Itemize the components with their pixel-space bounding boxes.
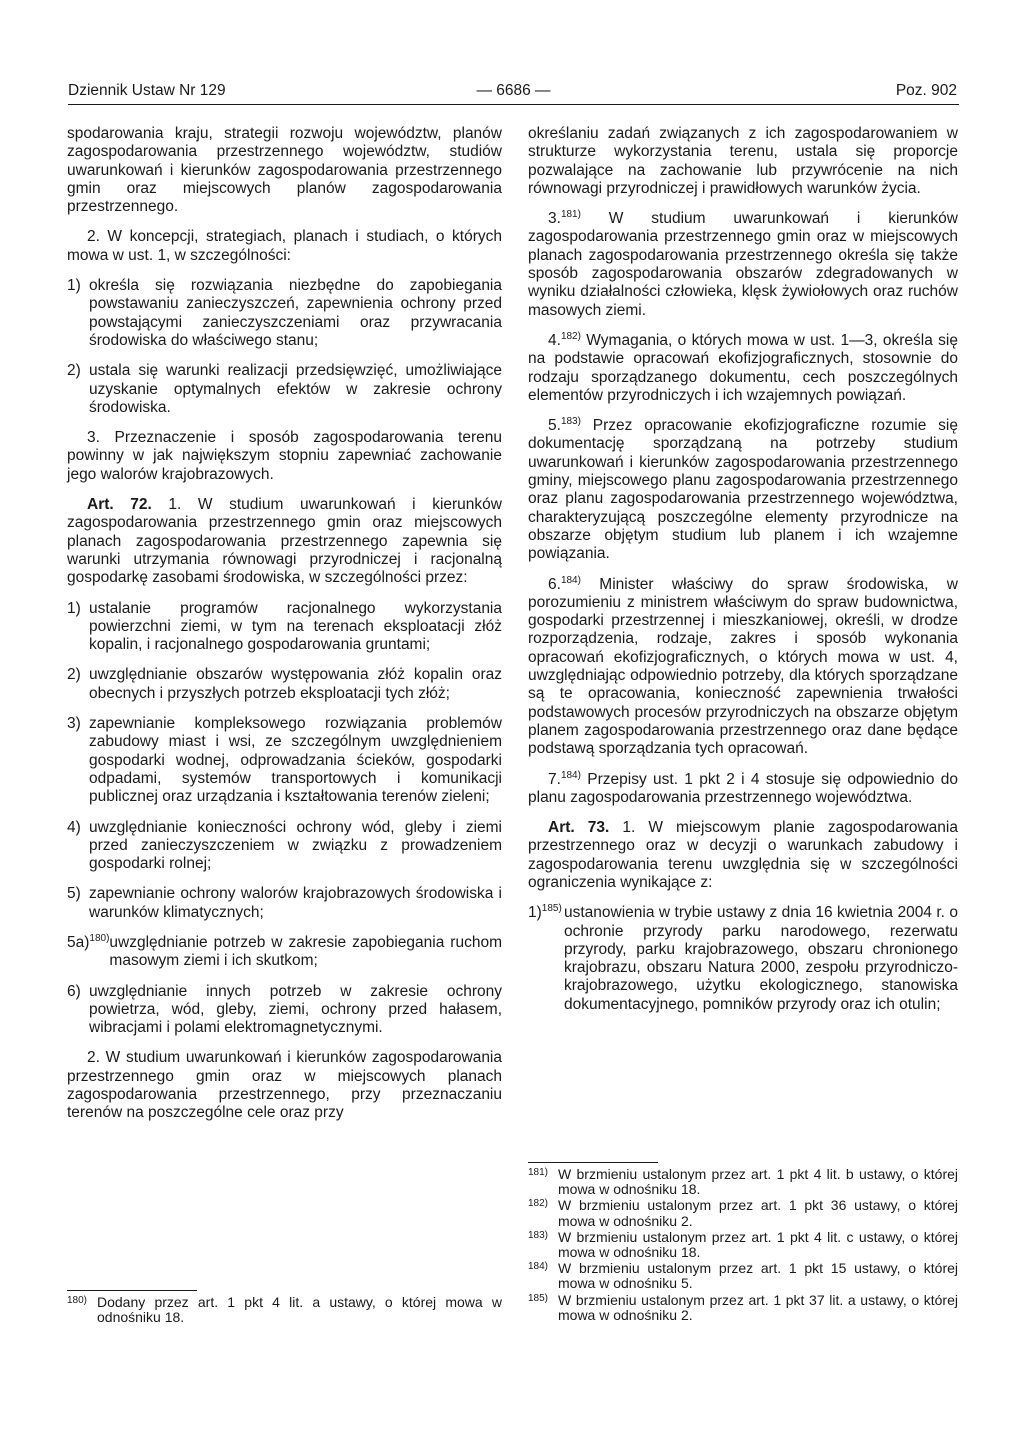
list-number-text: 5a) <box>67 933 90 951</box>
footnote-ref: 183) <box>560 416 581 428</box>
footnote-mark: 185) <box>528 1292 549 1304</box>
footnote-mark: 180) <box>67 1295 88 1306</box>
paragraph: 2. W studium uwarunkowań i kierunków zagospodarowania przestrzennego gmin oraz w miejscowych planach zagospodarowania przestrzennego, przy przeznaczaniu terenów na poszczególne cele oraz przy <box>67 1049 502 1122</box>
footnote-divider <box>67 1290 197 1291</box>
footnote <box>528 1293 958 1323</box>
list-text: określa się rozwiązania niezbędne do zapobiegania powstawaniu zanieczyszczeń, zapewnienia ochrony przed powstającymi zanieczyszczeniami oraz przywracania środowiska do właściwego stanu; <box>89 277 502 349</box>
list-item <box>67 277 502 350</box>
list-item <box>67 885 502 922</box>
footnote-ref: 184) <box>560 574 581 586</box>
footnote <box>528 1261 958 1291</box>
list-text: uwzględnianie obszarów występowania złóż kopalin oraz obecnych i przyszłych potrzeb eksploatacji tych złóż; <box>89 666 502 702</box>
paragraph-text: Minister właściwy do spraw środowiska, w porozumieniu z ministrem właściwym do spraw budownictwa, gospodarki przestrzennej i mieszkaniowej, określi, w drodze rozporządzenia, rodzaje, zakres i sposób wykonania opracowań ekofizjograficznych, o których mowa w ust. 4, uwzględniając odpowiednio potrzeby, dla których sporządzane są te opracowania, konieczność zapewnienia trwałości podstawowych procesów przyrodniczych na obszarze objętym planem zagospodarowania przestrzennego oraz dane będące podstawą sporządzania tych opracowań. <box>528 575 958 758</box>
right-column <box>528 125 958 1026</box>
footnote-text: W brzmieniu ustalonym przez art. 1 pkt 4 lit. b ustawy, o której mowa w odnośniku 18. <box>558 1166 958 1198</box>
footnote-mark: 184) <box>528 1261 549 1273</box>
article-label: Art. 73. <box>548 819 610 837</box>
page-header <box>68 78 959 105</box>
list-item <box>67 362 502 417</box>
list-text: uwzględnianie innych potrzeb w zakresie ochrony powietrza, wód, gleby, ziemi, ochrony przed hałasem, wibracjami i polami elektromagnetycznymi. <box>89 982 502 1037</box>
paragraph-text: Przez opracowanie ekofizjograficzne rozumie się dokumentację sporządzaną na potrzeby studium uwarunkowań i kierunków zagospodarowania przestrzennego gminy, miejscowego planu zagospodarowania przestrzennego oraz planu zagospodarowania przestrzennego województwa, charakteryzującą poszczególne elementy przyrodnicze na obszarze objętym studium lub planem i ich wzajemne powiązania. <box>528 417 958 563</box>
footnote-ref: 182) <box>560 330 581 342</box>
paragraph-text: Przepisy ust. 1 pkt 2 i 4 stosuje się odpowiednio do planu zagospodarowania przestrzennego województwa. <box>528 770 958 806</box>
paragraph <box>528 210 958 320</box>
list-item <box>528 904 958 1014</box>
list-text: uwzględnianie potrzeb w zakresie zapobiegania ruchom masowym ziemi i ich skutkom; <box>109 933 502 970</box>
article-text: 1. W studium uwarunkowań i kierunków zagospodarowania przestrzennego gmin oraz miejscowych planach zagospodarowania przestrzennego zapewnia się warunki utrzymania równowagi przyrodniczej i racjonalną gospodarkę zasobami środowiska, w szczególności przez: <box>67 496 502 587</box>
footnote-ref: 180) <box>89 932 110 944</box>
footnote <box>528 1198 958 1228</box>
footnote-text: W brzmieniu ustalonym przez art. 1 pkt 15 ustawy, o której mowa w odnośniku 5. <box>558 1260 958 1292</box>
footnote-divider <box>528 1162 658 1163</box>
paragraph <box>528 332 958 405</box>
list-number: 5) <box>67 885 81 903</box>
list-item <box>67 934 502 971</box>
article-72 <box>67 496 502 587</box>
paragraph: spodarowania kraju, strategii rozwoju województw, planów zagospodarowania przestrzennego województw, studiów uwarunkowań i kierunków zagospodarowania przestrzennego gmin oraz miejscowych planów zagospodarowania przestrzennego. <box>67 125 502 216</box>
list-item <box>67 666 502 703</box>
list-number-text: 1) <box>528 904 542 922</box>
footnote-text: W brzmieniu ustalonym przez art. 1 pkt 36 ustawy, o której mowa w odnośniku 2. <box>558 1197 958 1229</box>
footnote-mark: 181) <box>528 1167 549 1178</box>
footnote-mark: 182) <box>528 1198 549 1210</box>
article-73 <box>528 819 958 892</box>
left-column <box>67 125 502 1135</box>
list-number: 4) <box>67 818 81 836</box>
footnote-ref: 184) <box>560 769 581 781</box>
footnotes-left <box>67 1290 502 1326</box>
list-number: 3) <box>67 715 81 733</box>
article-label: Art. 72. <box>87 496 152 514</box>
paragraph <box>528 771 958 808</box>
list-text: ustanowienia w trybie ustawy z dnia 16 kwietnia 2004 r. o ochronie przyrody parku narodowego, rezerwatu przyrody, parku krajobrazowego, obszaru chronionego krajobrazu, obszaru Natura 2000, zespołu przyrodniczo-krajobrazowego, użytku ekologicznego, stanowiska dokumentacyjnego, pomników przyrody oraz ich otulin; <box>564 904 958 1013</box>
page-number: — 6686 — <box>476 82 551 99</box>
article-text: 1. W miejscowym planie zagospodarowania przestrzennego oraz w decyzji o warunkach zabudowy i zagospodarowania terenu uwzględnia się w szczególności ograniczenia wynikające z: <box>528 819 958 891</box>
list-number: 2) <box>67 666 81 684</box>
position-number: Poz. 902 <box>895 82 957 99</box>
list-text: ustala się warunki realizacji przedsięwzięć, umożliwiające uzyskanie optymalnych efektów w zakresie ochrony środowiska. <box>89 362 502 416</box>
paragraph-text: Wymagania, o których mowa w ust. 1—3, określa się na podstawie opracowań ekofizjograficznych, stosownie do rodzaju sporządzanego dokumentu, cech poszczególnych elementów przyrodniczych i ich wzajemnych powiązań. <box>528 331 958 404</box>
list-number: 6) <box>67 982 81 1000</box>
list-item <box>67 600 502 655</box>
paragraph-text: W studium uwarunkowań i kierunków zagospodarowania przestrzennego gmin oraz w miejscowych planach zagospodarowania przestrzennego określa się także sposób zagospodarowania obszarów zdegradowanych w wyniku działalności człowieka, klęsk żywiołowych oraz ruchów masowych ziemi. <box>528 210 958 319</box>
paragraph-number: 7. <box>548 770 561 788</box>
list-text: zapewnianie ochrony walorów krajobrazowych środowiska i warunków klimatycznych; <box>89 885 502 921</box>
list-item <box>67 819 502 874</box>
list-number <box>67 934 109 971</box>
footnote-ref: 181) <box>560 209 581 221</box>
list-number: 1) <box>67 277 81 295</box>
footnote <box>528 1230 958 1260</box>
list-number: 1) <box>67 599 81 617</box>
journal-title: Dziennik Ustaw Nr 129 <box>68 82 226 99</box>
paragraph: 3. Przeznaczenie i sposób zagospodarowania terenu powinny w jak największym stopniu zapewniać zachowanie jego walorów krajobrazowych. <box>67 429 502 483</box>
footnote <box>528 1167 958 1197</box>
footnote-text: W brzmieniu ustalonym przez art. 1 pkt 4 lit. c ustawy, o której mowa w odnośniku 18. <box>558 1228 958 1261</box>
list-number: 2) <box>67 362 81 380</box>
list-item <box>67 983 502 1038</box>
list-text: ustalanie programów racjonalnego wykorzystania powierzchni ziemi, w tym na terenach eksploatacji złóż kopalin, i racjonalnego gospodarowania gruntami; <box>89 599 502 654</box>
paragraph <box>528 417 958 563</box>
paragraph-number: 4. <box>548 331 561 349</box>
paragraph: 2. W koncepcji, strategiach, planach i studiach, o których mowa w ust. 1, w szczególności: <box>67 228 502 264</box>
paragraph: określaniu zadań związanych z ich zagospodarowaniem w strukturze wykorzystania terenu, ustala się proporcje pozwalające na zachowanie lub przywrócenie na nich równowagi przyrodniczej i prawidłowych warunków życia. <box>528 125 958 197</box>
paragraph-number: 3. <box>548 210 561 228</box>
footnotes-right <box>528 1162 958 1324</box>
list-text: zapewnianie kompleksowego rozwiązania problemów zabudowy miast i wsi, ze szczególnym uwzględnieniem gospodarki wodnej, odprowadzania ścieków, gospodarki odpadami, systemów transportowych i komunikacji publicznej oraz urządzania i kształtowania terenów zieleni; <box>89 715 502 806</box>
list-text: uwzględnianie konieczności ochrony wód, gleby i ziemi przed zanieczyszczeniem w związku z prowadzeniem gospodarki rolnej; <box>89 818 502 873</box>
paragraph-number: 5. <box>548 417 561 435</box>
footnote-text: W brzmieniu ustalonym przez art. 1 pkt 37 lit. a ustawy, o której mowa w odnośniku 2. <box>558 1291 958 1323</box>
paragraph-number: 6. <box>548 575 561 593</box>
list-number <box>528 904 564 1014</box>
footnote-text: Dodany przez art. 1 pkt 4 lit. a ustawy, o której mowa w odnośniku 18. <box>97 1294 502 1326</box>
footnote <box>67 1295 502 1325</box>
list-item <box>67 715 502 806</box>
footnote-ref: 185) <box>541 903 562 915</box>
footnote-mark: 183) <box>528 1229 549 1241</box>
paragraph <box>528 576 958 759</box>
